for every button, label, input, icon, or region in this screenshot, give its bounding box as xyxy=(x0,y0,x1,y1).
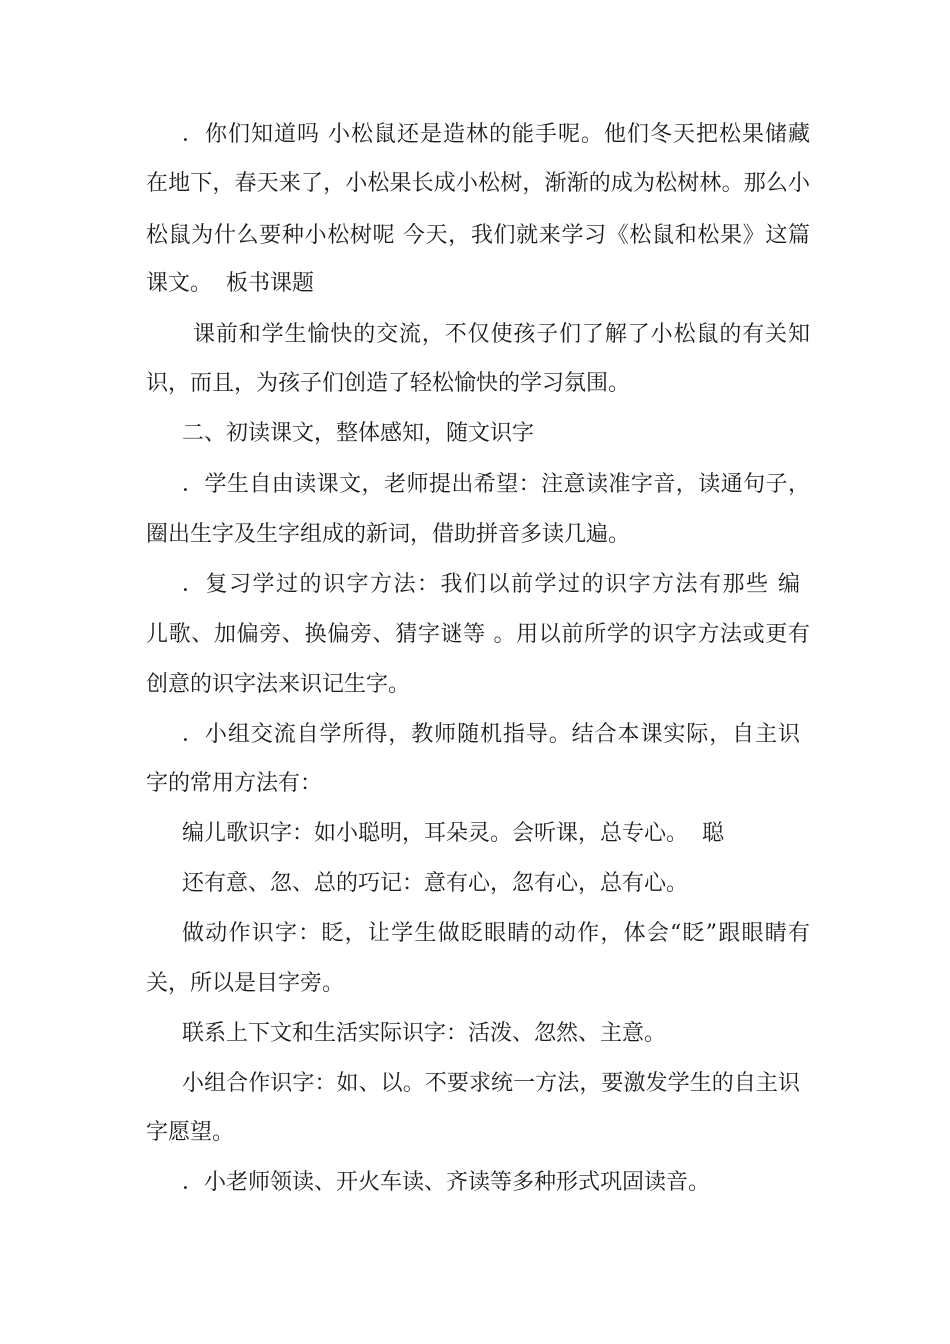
text-line: 还有意、忽、总的巧记：意有心，忽有心，总有心。 xyxy=(182,871,689,896)
text-line: 儿歌、加偏旁、换偏旁、猜字谜等 。用以前所学的识字方法或更有 xyxy=(146,622,810,647)
text-line: ．小组交流自学所得，教师随机指导。结合本课实际，自主识 xyxy=(182,722,800,747)
text-line: 松鼠为什么要种小松树呢 今天，我们就来学习《松鼠和松果》这篇 xyxy=(146,223,810,248)
text-line: 创意的识字法来识记生字。 xyxy=(146,672,411,697)
text-line: ．小老师领读、开火车读、齐读等多种形式巩固读音。 xyxy=(182,1170,711,1195)
text-line: ．你们知道吗 小松鼠还是造林的能手呢。他们冬天把松果储藏 xyxy=(182,122,810,147)
text-line: 联系上下文和生活实际识字：活泼、忽然、主意。 xyxy=(182,1021,667,1046)
text-line: 做动作识字：眨，让学生做眨眼睛的动作，体会“眨”跟眼睛有 xyxy=(182,921,810,946)
text-line: 在地下，春天来了，小松果长成小松树，渐渐的成为松树林。那么小 xyxy=(146,171,810,196)
text-line: 课文。 板书课题 xyxy=(146,271,314,296)
text-line: 字的常用方法有： xyxy=(146,771,323,796)
text-line: 编儿歌识字：如小聪明，耳朵灵。会听课，总专心。 聪 xyxy=(182,821,724,846)
section-heading: 二、初读课文，整体感知，随文识字 xyxy=(182,421,535,446)
text-line: 字愿望。 xyxy=(146,1120,235,1145)
text-line: 课前和学生愉快的交流，不仅使孩子们了解了小松鼠的有关知 xyxy=(193,322,810,347)
text-line: 关，所以是目字旁。 xyxy=(146,971,345,996)
text-line: 小组合作识字：如、以。不要求统一方法，要激发学生的自主识 xyxy=(182,1071,800,1096)
text-line: 识，而且，为孩子们创造了轻松愉快的学习氛围。 xyxy=(146,371,631,396)
text-line: 圈出生字及生字组成的新词，借助拼音多读几遍。 xyxy=(146,522,631,547)
text-line: ．复习学过的识字方法：我们以前学过的识字方法有那些 编 xyxy=(182,572,800,597)
text-line: ．学生自由读课文，老师提出希望：注意读准字音，读通句子， xyxy=(182,472,810,497)
